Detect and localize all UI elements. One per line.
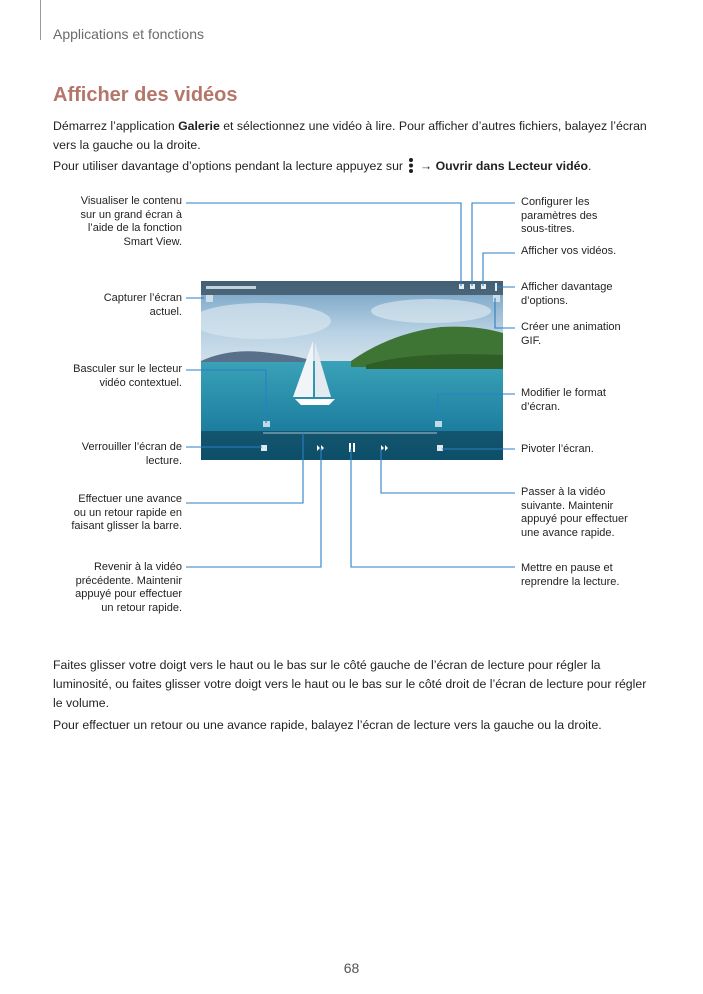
more-options-icon — [408, 158, 414, 173]
intro-paragraph-1 — [53, 117, 648, 155]
video-title-text — [206, 286, 256, 289]
more-options-icon[interactable] — [495, 283, 497, 291]
gif-icon[interactable] — [493, 295, 500, 302]
intro-text: Pour utiliser davantage d’options pendant la lecture appuyez sur — [53, 159, 407, 173]
callout-rotate: Pivoter l’écran. — [521, 443, 594, 455]
arrow-text: → — [416, 159, 436, 173]
pause-icon[interactable] — [349, 443, 351, 452]
intro-text: Démarrez l’application — [53, 119, 179, 133]
intro-bold-menu: Ouvrir dans Lecteur vidéo — [435, 159, 588, 173]
callout-more-options: Afficher davantage d’options. — [521, 281, 613, 307]
page-header: Applications et fonctions — [53, 26, 204, 42]
callout-subtitles: Configurer les paramètres des sous-titres. — [521, 196, 598, 235]
callout-next: Passer à la vidéo suivante. Maintenir appuyé pour effectuer une avance rapide. — [521, 486, 628, 539]
leader-subtitles — [472, 203, 515, 286]
intro-bold-app: Galerie — [178, 119, 220, 133]
leader-smart-view — [186, 203, 461, 286]
video-player-screenshot — [201, 281, 503, 460]
subtitle-icon[interactable] — [459, 284, 464, 289]
leader-pause — [351, 449, 515, 567]
callout-pause: Mettre en pause et reprendre la lecture. — [521, 562, 620, 588]
rotate-icon[interactable] — [437, 445, 443, 451]
section-title: Afficher des vidéos — [53, 84, 238, 106]
capture-icon[interactable] — [206, 295, 213, 302]
header-rule — [40, 0, 41, 40]
callout-view-videos: Afficher vos vidéos. — [521, 245, 617, 257]
callout-smart-view: Visualiser le contenu sur un grand écran à l’aide de la fonction Smart View. — [80, 195, 182, 248]
page-number: 68 — [343, 960, 360, 976]
intro-text: et sélectionnez une vidéo à lire. Pour afficher d’autres fichiers, balayez l’écran vers la gauche ou la droite. — [53, 119, 647, 152]
outro-paragraph-2: Pour effectuer un retour ou une avance rapide, balayez l’écran de lecture vers la gauche ou la droite. — [53, 718, 602, 732]
intro-paragraph-2 — [53, 157, 648, 176]
callout-ratio: Modifier le format d’écran. — [521, 387, 606, 413]
callout-popup-player: Basculer sur le lecteur vidéo contextuel. — [73, 363, 182, 389]
callout-gif: Créer une animation GIF. — [521, 321, 621, 347]
callout-seek-bar: Effectuer une avance ou un retour rapide en faisant glisser la barre. — [71, 493, 182, 532]
video-frame — [201, 281, 503, 460]
intro-text: . — [587, 159, 592, 173]
callout-previous: Revenir à la vidéo précédente. Maintenir appuyé pour effectuer un retour rapide. — [75, 561, 182, 614]
aspect-ratio-icon[interactable] — [435, 421, 442, 427]
leader-previous — [186, 448, 321, 567]
lock-icon[interactable] — [261, 445, 267, 451]
popup-player-icon[interactable] — [263, 421, 270, 427]
outro-paragraph-1: Faites glisser votre doigt vers le haut ou le bas sur le côté gauche de l’écran de lecture pour régler la luminosité, ou faites glisser votre doigt vers le haut ou le bas sur le côté droit de l’écran de lecture pour régler le volume. — [53, 658, 647, 710]
callout-capture: Capturer l’écran actuel. — [103, 292, 182, 318]
gallery-icon[interactable] — [470, 284, 475, 289]
callout-lock: Verrouiller l’écran de lecture. — [81, 441, 182, 467]
smart-view-icon[interactable] — [481, 284, 486, 289]
